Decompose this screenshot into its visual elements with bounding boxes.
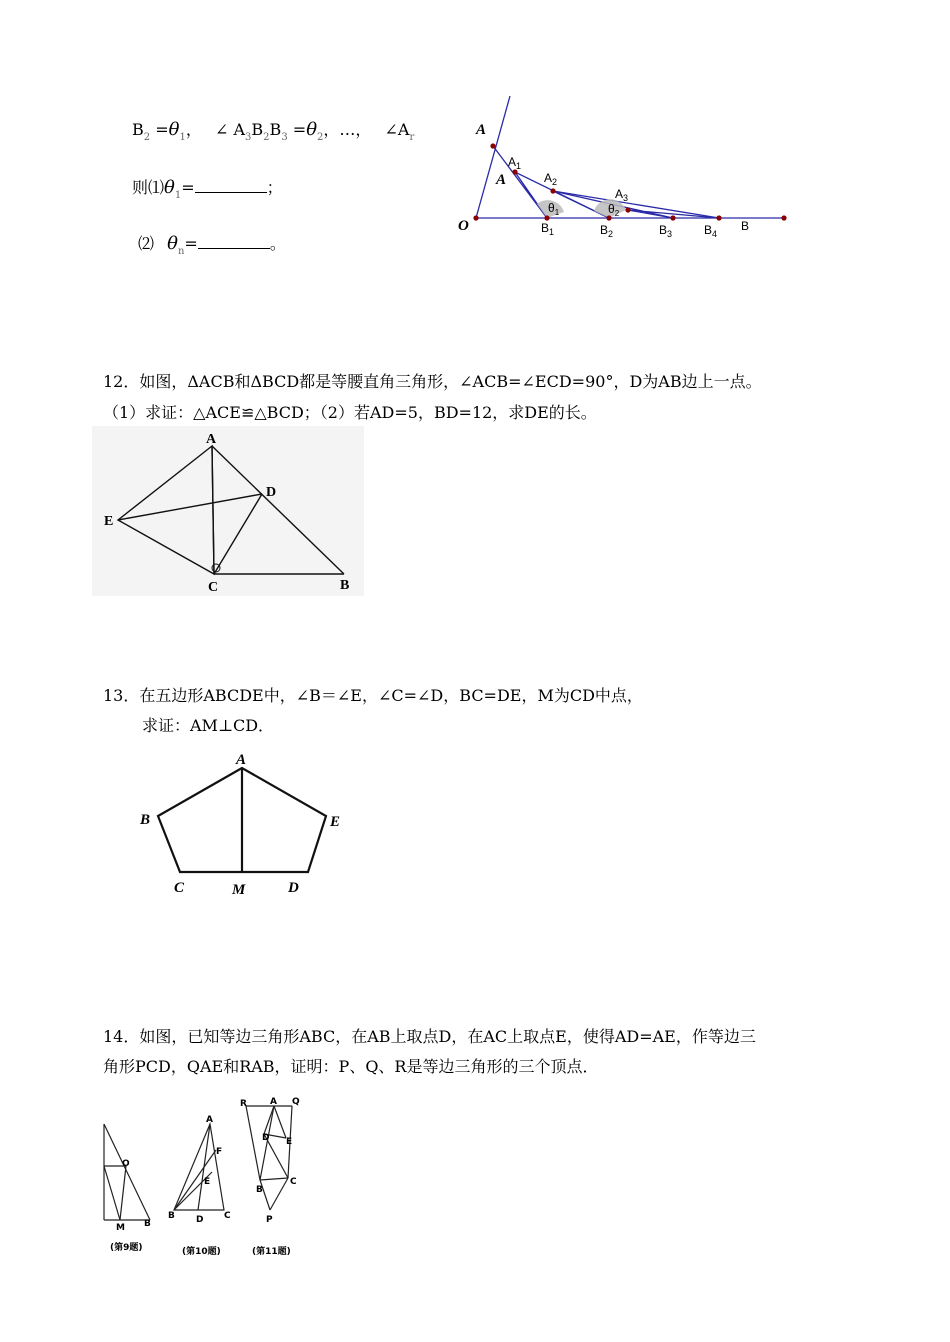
label-R: R (240, 1099, 247, 1109)
label-D: D (262, 1133, 270, 1143)
text-b2: B (132, 120, 144, 139)
label-B3: $B_3$ (659, 223, 673, 239)
label-A: A (206, 1115, 213, 1125)
label-C: C (290, 1177, 297, 1187)
caption-fig-9: (第9题) (110, 1243, 143, 1253)
q13-line-2: 求证：AM⊥CD． (142, 716, 275, 735)
label-B: B (168, 1211, 175, 1221)
label-E: E (104, 514, 114, 529)
q13-line-1: 13．在五边形ABCDE中，∠B＝∠E，∠C=∠D，BC=DE，M为CD中点， (103, 686, 643, 705)
label-E: E (286, 1137, 293, 1147)
caption-fig-10: (第10题) (182, 1247, 221, 1257)
q12-line-1: 12．如图，ΔACB和ΔBCD都是等腰直角三角形，∠ACB=∠ECD=90°，D为AB边上一点。 (103, 372, 762, 391)
label-A1: $A_1$ (508, 155, 522, 171)
caption-fig-11: (第11题) (252, 1247, 291, 1257)
label-theta1: $\theta_1$ (548, 201, 560, 217)
figure-q13 (136, 742, 356, 902)
label-M: M (116, 1223, 125, 1233)
top-line-1: $B_2 =\theta_1$， ∠ $A_3B_2B_3 =\theta_2$，…， $\angle A_r$ (132, 119, 415, 143)
label-M: M (232, 882, 246, 898)
label-C: C (224, 1211, 231, 1221)
label-C: C (174, 880, 185, 896)
fig-10 (174, 1124, 224, 1210)
label-D: D (196, 1215, 204, 1225)
label-A: A (270, 1097, 277, 1107)
label-A-low: A (496, 172, 507, 188)
top-line-2: 则$⑴\theta_1=$ ； (132, 177, 283, 201)
answer-blank-2[interactable] (198, 234, 270, 249)
label-F: F (216, 1147, 223, 1157)
label-D: D (266, 485, 277, 500)
label-B2: $B_2$ (600, 223, 614, 239)
fig-11 (246, 1106, 292, 1210)
label-O: O (122, 1159, 130, 1169)
figure-angle-diagram (450, 92, 800, 252)
label-B: B (741, 219, 750, 233)
top-line-3: ⑵ $\theta_n=$ 。 (138, 233, 286, 257)
label-Q: Q (292, 1097, 300, 1107)
label-theta2: $\theta_2$ (608, 202, 620, 218)
label-B1: $B_1$ (541, 221, 555, 237)
label-B4: $B_4$ (704, 223, 718, 239)
q14-line-1: 14．如图，已知等边三角形ABC，在AB上取点D，在AC上取点E，使得AD=AE，作等边三 (103, 1027, 756, 1046)
fig-9 (104, 1124, 150, 1220)
label-O: O (458, 218, 469, 234)
q14-line-2: 角形PCD，QAE和RAB，证明：P、Q、R是等边三角形的三个顶点． (103, 1057, 599, 1076)
label-C: C (208, 580, 219, 595)
figure-q12 (92, 426, 364, 596)
label-A3: $A_3$ (615, 187, 629, 203)
label-A: A (236, 752, 247, 768)
label-B: B (140, 812, 151, 828)
answer-blank-1[interactable] (195, 178, 267, 193)
label-E: E (330, 814, 341, 830)
q12-line-2: （1）求证：△ACE≌△BCD；（2）若AD=5，BD=12，求DE的长。 (103, 403, 597, 422)
label-B: B (340, 578, 350, 593)
label-A: A (206, 432, 217, 447)
label-B: B (256, 1185, 263, 1195)
figure-q14-small-figures (100, 1094, 312, 1264)
label-A: A (476, 122, 487, 138)
label-B: B (144, 1219, 151, 1229)
label-D: D (288, 880, 299, 896)
label-A2: $A_2$ (544, 171, 558, 187)
label-P: P (266, 1215, 273, 1225)
ray-oa (476, 96, 510, 218)
label-E: E (204, 1177, 211, 1187)
